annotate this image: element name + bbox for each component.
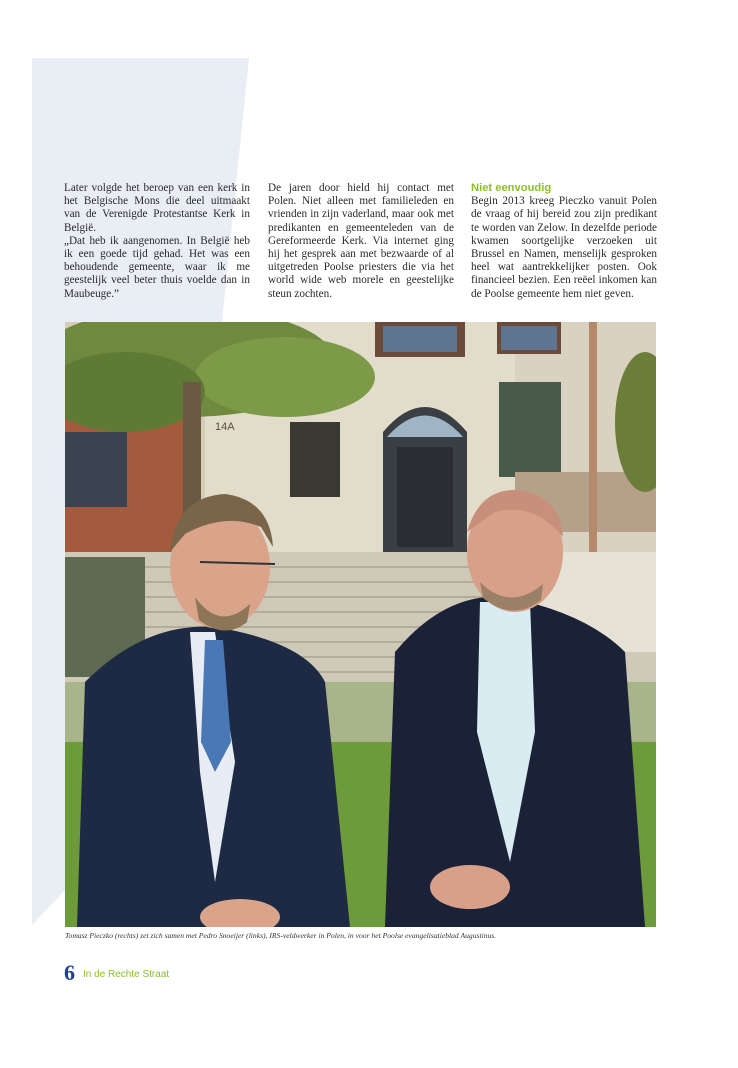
article-paragraph: Later volgde het beroep van een kerk in het Belgische Mons die deel uitmaakt van de Verenigde Protestantse Kerk in België. (64, 182, 250, 234)
article-column-3 (471, 182, 657, 301)
article-column-2 (268, 182, 454, 301)
photo-caption: Tomasz Pieczko (rechts) zet zich samen met Pedro Snoeijer (links), IRS-veldwerker in Polen, in voor het Poolse evangelisatieblad Augustinus. (65, 931, 497, 940)
article-quote: „Dat heb ik aangenomen. In België heb ik een goede tijd gehad. Het was een behoudende gemeente, waar ik me geestelijk veel beter thuis voelde dan in Maubeuge.” (64, 234, 250, 300)
magazine-title: In de Rechte Straat (83, 969, 170, 980)
section-heading: Niet eenvoudig (471, 182, 552, 194)
article-column-1 (64, 182, 250, 301)
article-paragraph: Begin 2013 kreeg Pieczko vanuit Polen de vraag of hij bereid zou zijn predikant te worden van Zelow. In dezelfde periode kwamen soortgelijke verzoeken uit Brussel en Namen, menselijk gesproken heel wat aantrekkelijker posten. Ook financieel bezien. Een reëel inkomen kan de Poolse gemeente hem niet geven. (471, 195, 657, 300)
page-number: 6 (64, 960, 75, 985)
building-number: 14A (215, 421, 235, 433)
article-photo (65, 322, 656, 927)
article-paragraph: De jaren door hield hij contact met Polen. Niet alleen met familieleden en vrienden in zijn vaderland, maar ook met predikanten en gemeenteleden van de Gereformeerde Kerk. Via internet ging hij het gesprek aan met bezwaarde of al uitgetreden Poolse priesters die via het world wide web morele en geestelijke steun zochten. (268, 182, 454, 300)
